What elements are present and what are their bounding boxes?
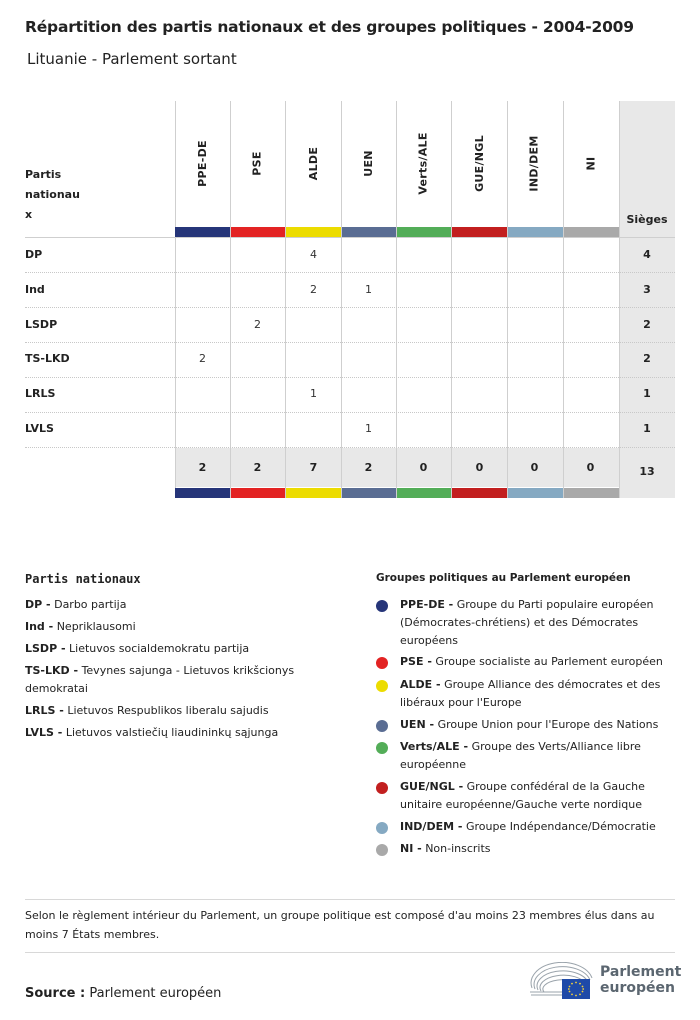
- groups-legend-item: [400, 596, 680, 650]
- row-header-line: nationau: [25, 188, 80, 201]
- ind-dem-color-dot-icon: [376, 822, 388, 834]
- group-abbr: PPE-DE -: [400, 598, 454, 611]
- footnote: Selon le règlement intérieur du Parlement, un groupe politique est composé d'au moins 23 membres élus dans au moins 7 États membres.: [25, 909, 655, 941]
- party-name: Lietuvos Respublikos liberalu sajudis: [67, 704, 269, 717]
- source-label: Source :: [25, 986, 86, 1001]
- party-abbr: TS-LKD -: [25, 664, 79, 677]
- pse-color-dot-icon: [376, 657, 388, 669]
- color-bar-verts-ale: [397, 488, 451, 498]
- column-total: 2: [364, 461, 373, 474]
- uen-color-dot-icon: [376, 720, 388, 732]
- footer-divider: [25, 899, 675, 900]
- table-cell: 2: [199, 352, 206, 365]
- parties-legend-item: [25, 724, 335, 742]
- row-label-ind: Ind: [25, 283, 45, 296]
- group-abbr: UEN -: [400, 718, 435, 731]
- row-label-lrls: LRLS: [25, 387, 56, 400]
- groups-legend-item: [400, 738, 680, 774]
- color-bar-uen: [342, 227, 396, 237]
- groups-legend-item: [400, 716, 680, 734]
- logo-line: européen: [600, 980, 675, 996]
- column-header-label: NI: [584, 156, 597, 171]
- party-name: Nepriklausomi: [56, 620, 136, 633]
- row-divider: [25, 342, 675, 343]
- table-cell: 1: [310, 387, 317, 400]
- group-name: Groupe du Parti populaire européen (Démocrates-chrétiens) et des Démocrates européens: [400, 598, 654, 647]
- color-bar-verts-ale: [397, 227, 451, 237]
- color-bar-ppe-de: [175, 488, 230, 498]
- party-abbr: DP -: [25, 598, 51, 611]
- group-name: Non-inscrits: [425, 842, 491, 855]
- parties-legend-item: [25, 640, 335, 658]
- row-total: 1: [643, 422, 651, 435]
- gue-ngl-color-dot-icon: [376, 782, 388, 794]
- group-name: Groupe socialiste au Parlement européen: [435, 655, 663, 668]
- column-header-label: GUE/NGL: [473, 135, 486, 192]
- group-name: Groupe Union pour l'Europe des Nations: [437, 718, 659, 731]
- source-value: Parlement européen: [89, 986, 222, 1001]
- row-header-line: Partis: [25, 168, 62, 181]
- chart-title: Répartition des partis nationaux et des groupes politiques - 2004-2009: [25, 18, 634, 36]
- color-bar-pse: [231, 227, 285, 237]
- alde-color-dot-icon: [376, 680, 388, 692]
- groups-legend-title: Groupes politiques au Parlement européen: [376, 572, 631, 584]
- ppe-de-color-dot-icon: [376, 600, 388, 612]
- column-total: 0: [419, 461, 428, 474]
- table-cell: 1: [365, 422, 372, 435]
- logo-wordmark: [600, 964, 681, 996]
- group-abbr: Verts/ALE -: [400, 740, 469, 753]
- column-header-ni: [563, 101, 618, 226]
- parties-legend-item: [25, 702, 335, 720]
- column-header-alde: [286, 101, 341, 226]
- column-header-uen: [341, 101, 396, 226]
- group-name: Groupe Alliance des démocrates et des libéraux pour l'Europe: [400, 678, 661, 709]
- header-divider: [25, 237, 675, 238]
- row-divider: [25, 377, 675, 378]
- row-total: 2: [643, 352, 651, 365]
- group-abbr: IND/DEM -: [400, 820, 463, 833]
- column-header-label: ALDE: [307, 146, 320, 181]
- party-name: Lietuvos socialdemokratu partija: [69, 642, 250, 655]
- color-bar-ind-dem: [508, 488, 563, 498]
- column-total: 2: [198, 461, 207, 474]
- color-bar-alde: [286, 227, 341, 237]
- parties-legend-title: Partis nationaux: [25, 572, 141, 586]
- color-bar-ppe-de: [175, 227, 230, 237]
- group-abbr: GUE/NGL -: [400, 780, 464, 793]
- column-header-ppe-de: [175, 101, 230, 226]
- row-total: 3: [643, 283, 651, 296]
- group-abbr: ALDE -: [400, 678, 441, 691]
- footer-divider: [25, 952, 675, 953]
- groups-legend-item: [400, 840, 680, 858]
- row-divider: [25, 412, 675, 413]
- column-total: 0: [475, 461, 484, 474]
- row-header-label: [25, 165, 85, 225]
- color-bar-gue-ngl: [452, 488, 507, 498]
- party-name: Lietuvos valstiečių liaudininkų sąjunga: [65, 726, 279, 739]
- column-divider: [619, 101, 620, 498]
- party-abbr: LVLS -: [25, 726, 63, 739]
- source-line: [25, 986, 221, 1001]
- groups-legend-item: [400, 653, 680, 671]
- column-header-verts-ale: [396, 101, 451, 226]
- group-abbr: PSE -: [400, 655, 432, 668]
- column-header-pse: [230, 101, 285, 226]
- row-header-line: x: [25, 208, 33, 221]
- table-cell: 2: [254, 318, 261, 331]
- column-total: 0: [530, 461, 539, 474]
- group-name: Groupe Indépendance/Démocratie: [465, 820, 656, 833]
- color-bar-alde: [286, 488, 341, 498]
- column-total: 2: [253, 461, 262, 474]
- groups-legend-item: [400, 778, 680, 814]
- party-abbr: Ind -: [25, 620, 54, 633]
- column-total: 0: [586, 461, 595, 474]
- groups-legend-item: [400, 818, 680, 836]
- verts-ale-color-dot-icon: [376, 742, 388, 754]
- parties-legend-item: [25, 596, 335, 614]
- grand-total: 13: [639, 465, 655, 478]
- party-abbr: LSDP -: [25, 642, 66, 655]
- chart-subtitle: Lituanie - Parlement sortant: [27, 50, 237, 68]
- party-abbr: LRLS -: [25, 704, 64, 717]
- row-label-lsdp: LSDP: [25, 318, 58, 331]
- logo-line: Parlement: [600, 964, 682, 980]
- row-total: 1: [643, 387, 651, 400]
- row-divider: [25, 447, 675, 448]
- color-bar-pse: [231, 488, 285, 498]
- parties-legend-item: [25, 618, 335, 636]
- table-cell: 1: [365, 283, 372, 296]
- group-name: Groupe confédéral de la Gauche unitaire européenne/Gauche verte nordique: [400, 780, 645, 811]
- table-cell: 4: [310, 248, 317, 261]
- row-label-dp: DP: [25, 248, 43, 261]
- party-name: Tevynes sajunga - Lietuvos krikšcionys demokratai: [25, 664, 295, 695]
- row-divider: [25, 272, 675, 273]
- european-parliament-logo: [528, 962, 682, 1002]
- table-cell: 2: [310, 283, 317, 296]
- color-bar-ind-dem: [508, 227, 563, 237]
- groups-legend-item: [400, 676, 680, 712]
- color-bar-ni: [564, 488, 619, 498]
- color-bar-uen: [342, 488, 396, 498]
- column-total: 7: [309, 461, 318, 474]
- seats-column-bg: [619, 101, 675, 498]
- group-abbr: NI -: [400, 842, 422, 855]
- column-header-sieges: Sièges: [626, 213, 668, 226]
- column-header-ind-dem: [507, 101, 562, 226]
- column-header-label: UEN: [362, 150, 375, 177]
- row-total: 2: [643, 318, 651, 331]
- color-bar-gue-ngl: [452, 227, 507, 237]
- column-header-label: IND/DEM: [528, 135, 542, 192]
- row-label-ts-lkd: TS-LKD: [25, 352, 70, 365]
- color-bar-ni: [564, 227, 619, 237]
- group-name: Groupe des Verts/Alliance libre européenne: [400, 740, 641, 771]
- party-name: Darbo partija: [54, 598, 127, 611]
- column-header-gue-ngl: [452, 101, 507, 226]
- parties-legend-item: [25, 662, 305, 698]
- column-header-label: PSE: [251, 151, 264, 176]
- row-total: 4: [643, 248, 651, 261]
- hemicycle-eu-flag-icon: [528, 962, 598, 1002]
- column-header-label: PPE-DE: [196, 140, 209, 187]
- column-header-label: Verts/ALE: [417, 132, 431, 195]
- row-label-lvls: LVLS: [25, 422, 54, 435]
- row-divider: [25, 307, 675, 308]
- ni-color-dot-icon: [376, 844, 388, 856]
